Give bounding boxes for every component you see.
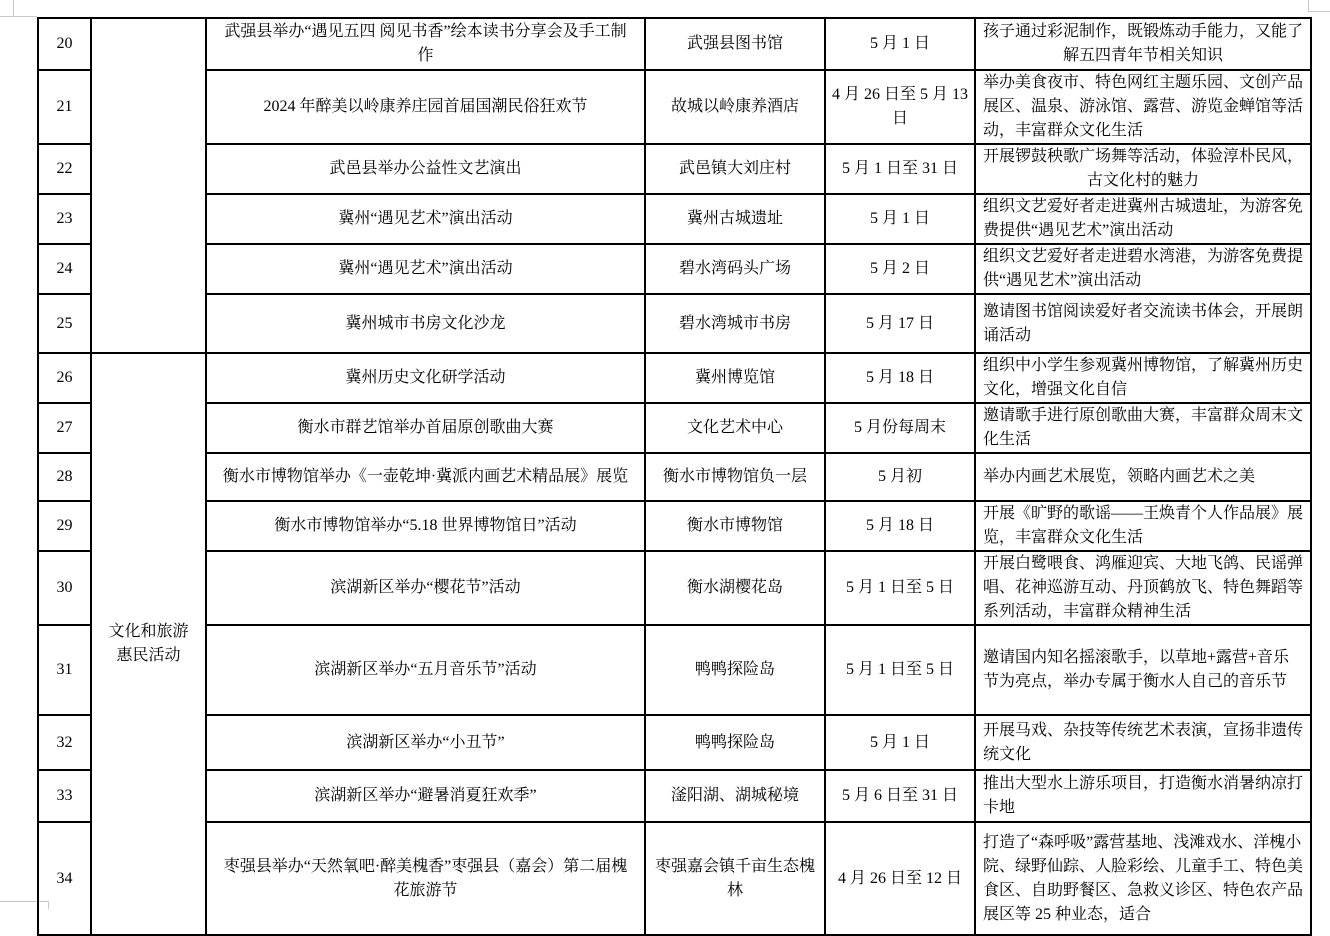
description-cell: 举办内画艺术展览，领略内画艺术之美 [975,453,1311,501]
date-cell: 5 月 2 日 [825,244,975,294]
activity-cell: 冀州“遇见艺术”演出活动 [206,194,645,244]
gridline-fragment [1308,11,1330,12]
row-number-cell: 24 [38,244,91,294]
description-cell: 开展马戏、杂技等传统艺术表演，宣扬非遗传统文化 [975,715,1311,770]
description-cell: 开展锣鼓秧歌广场舞等活动，体验淳朴民风，古文化村的魅力 [975,144,1311,194]
location-cell: 碧水湾码头广场 [645,244,825,294]
table-row [38,625,1311,715]
location-cell: 武强县图书馆 [645,18,825,70]
table-row [38,353,1311,403]
table-row [38,144,1311,194]
description-cell: 开展《旷野的歌谣——王焕青个人作品展》展览，丰富群众文化生活 [975,501,1311,551]
row-number-cell: 31 [38,625,91,715]
category-cell: 文化和旅游惠民活动 [91,353,206,935]
date-cell: 5 月 18 日 [825,353,975,403]
date-cell: 5 月 1 日至 5 日 [825,625,975,715]
location-cell: 滏阳湖、湖城秘境 [645,770,825,822]
location-cell: 碧水湾城市书房 [645,294,825,353]
table-row [38,770,1311,822]
activity-cell: 衡水市群艺馆举办首届原创歌曲大赛 [206,403,645,453]
row-number-cell: 33 [38,770,91,822]
location-cell: 鸭鸭探险岛 [645,625,825,715]
row-number-cell: 32 [38,715,91,770]
date-cell: 5 月 17 日 [825,294,975,353]
description-cell: 邀请歌手进行原创歌曲大赛，丰富群众周末文化生活 [975,403,1311,453]
date-cell: 5 月 1 日 [825,18,975,70]
date-cell: 5 月 6 日至 31 日 [825,770,975,822]
location-cell: 文化艺术中心 [645,403,825,453]
activity-cell: 衡水市博物馆举办《一壶乾坤·冀派内画艺术精品展》展览 [206,453,645,501]
location-cell: 故城以岭康养酒店 [645,70,825,144]
row-number-cell: 29 [38,501,91,551]
date-cell: 5 月份每周末 [825,403,975,453]
table-row [38,453,1311,501]
location-cell: 衡水湖樱花岛 [645,551,825,625]
table-row [38,194,1311,244]
table-row [38,244,1311,294]
date-cell: 5 月 1 日至 5 日 [825,551,975,625]
table-row [38,403,1311,453]
date-cell: 5 月 1 日至 31 日 [825,144,975,194]
activity-cell: 武邑县举办公益性文艺演出 [206,144,645,194]
table-row [38,294,1311,353]
activity-cell: 枣强县举办“天然氧吧·醉美槐香”枣强县（嘉会）第二届槐花旅游节 [206,822,645,935]
row-number-cell: 27 [38,403,91,453]
row-number-cell: 30 [38,551,91,625]
location-cell: 枣强嘉会镇千亩生态槐林 [645,822,825,935]
activity-cell: 冀州城市书房文化沙龙 [206,294,645,353]
description-cell: 推出大型水上游乐项目，打造衡水消暑纳凉打卡地 [975,770,1311,822]
category-cell-upper [91,18,206,353]
description-cell: 组织中小学生参观冀州博物馆，了解冀州历史文化，增强文化自信 [975,353,1311,403]
activity-cell: 滨湖新区举办“樱花节”活动 [206,551,645,625]
row-number-cell: 28 [38,453,91,501]
date-cell: 5 月 1 日 [825,715,975,770]
description-cell: 组织文艺爱好者走进碧水湾港，为游客免费提供“遇见艺术”演出活动 [975,244,1311,294]
row-number-cell: 20 [38,18,91,70]
gridline-fragment [1308,0,1309,11]
location-cell: 衡水市博物馆 [645,501,825,551]
date-cell: 5 月 1 日 [825,194,975,244]
activity-cell: 衡水市博物馆举办“5.18 世界博物馆日”活动 [206,501,645,551]
date-cell: 4 月 26 日至 12 日 [825,822,975,935]
row-number-cell: 22 [38,144,91,194]
description-cell: 组织文艺爱好者走进冀州古城遗址，为游客免费提供“遇见艺术”演出活动 [975,194,1311,244]
description-cell: 打造了“森呼吸”露营基地、浅滩戏水、洋槐小院、绿野仙踪、人脸彩绘、儿童手工、特色美食区、自助野餐区、急救义诊区、特色农产品展区等 25 种业态，适合 [975,822,1311,935]
date-cell: 5 月 18 日 [825,501,975,551]
gridline-fragment [0,16,37,17]
location-cell: 鸭鸭探险岛 [645,715,825,770]
activity-cell: 滨湖新区举办“五月音乐节”活动 [206,625,645,715]
row-number-cell: 23 [38,194,91,244]
date-cell: 5 月初 [825,453,975,501]
table-row [38,70,1311,144]
activity-cell: 冀州历史文化研学活动 [206,353,645,403]
row-number-cell: 25 [38,294,91,353]
activity-cell: 滨湖新区举办“小丑节” [206,715,645,770]
activities-table [37,17,1312,936]
row-number-cell: 26 [38,353,91,403]
description-cell: 开展白鹭喂食、鸿雁迎宾、大地飞鸽、民谣弹唱、花神巡游互动、丹顶鹤放飞、特色舞蹈等系列活动，丰富群众精神生活 [975,551,1311,625]
row-number-cell: 21 [38,70,91,144]
description-cell: 邀请国内知名摇滚歌手，以草地+露营+音乐节为亮点，举办专属于衡水人自己的音乐节 [975,625,1311,715]
table-row [38,551,1311,625]
location-cell: 武邑镇大刘庄村 [645,144,825,194]
description-cell: 邀请图书馆阅读爱好者交流读书体会，开展朗诵活动 [975,294,1311,353]
activity-cell: 2024 年醉美以岭康养庄园首届国潮民俗狂欢节 [206,70,645,144]
gridline-fragment [13,0,14,16]
description-cell: 孩子通过彩泥制作，既锻炼动手能力，又能了解五四青年节相关知识 [975,18,1311,70]
table-row [38,822,1311,935]
table-row [38,18,1311,70]
activity-cell: 滨湖新区举办“避暑消夏狂欢季” [206,770,645,822]
location-cell: 衡水市博物馆负一层 [645,453,825,501]
activity-cell: 冀州“遇见艺术”演出活动 [206,244,645,294]
row-number-cell: 34 [38,822,91,935]
location-cell: 冀州博览馆 [645,353,825,403]
location-cell: 冀州古城遗址 [645,194,825,244]
table-row [38,501,1311,551]
date-cell: 4 月 26 日至 5 月 13 日 [825,70,975,144]
description-cell: 举办美食夜市、特色网红主题乐园、文创产品展区、温泉、游泳馆、露营、游览金蝉馆等活动，丰富群众文化生活 [975,70,1311,144]
table-row [38,715,1311,770]
activity-cell: 武强县举办“遇见五四 阅见书香”绘本读书分享会及手工制作 [206,18,645,70]
